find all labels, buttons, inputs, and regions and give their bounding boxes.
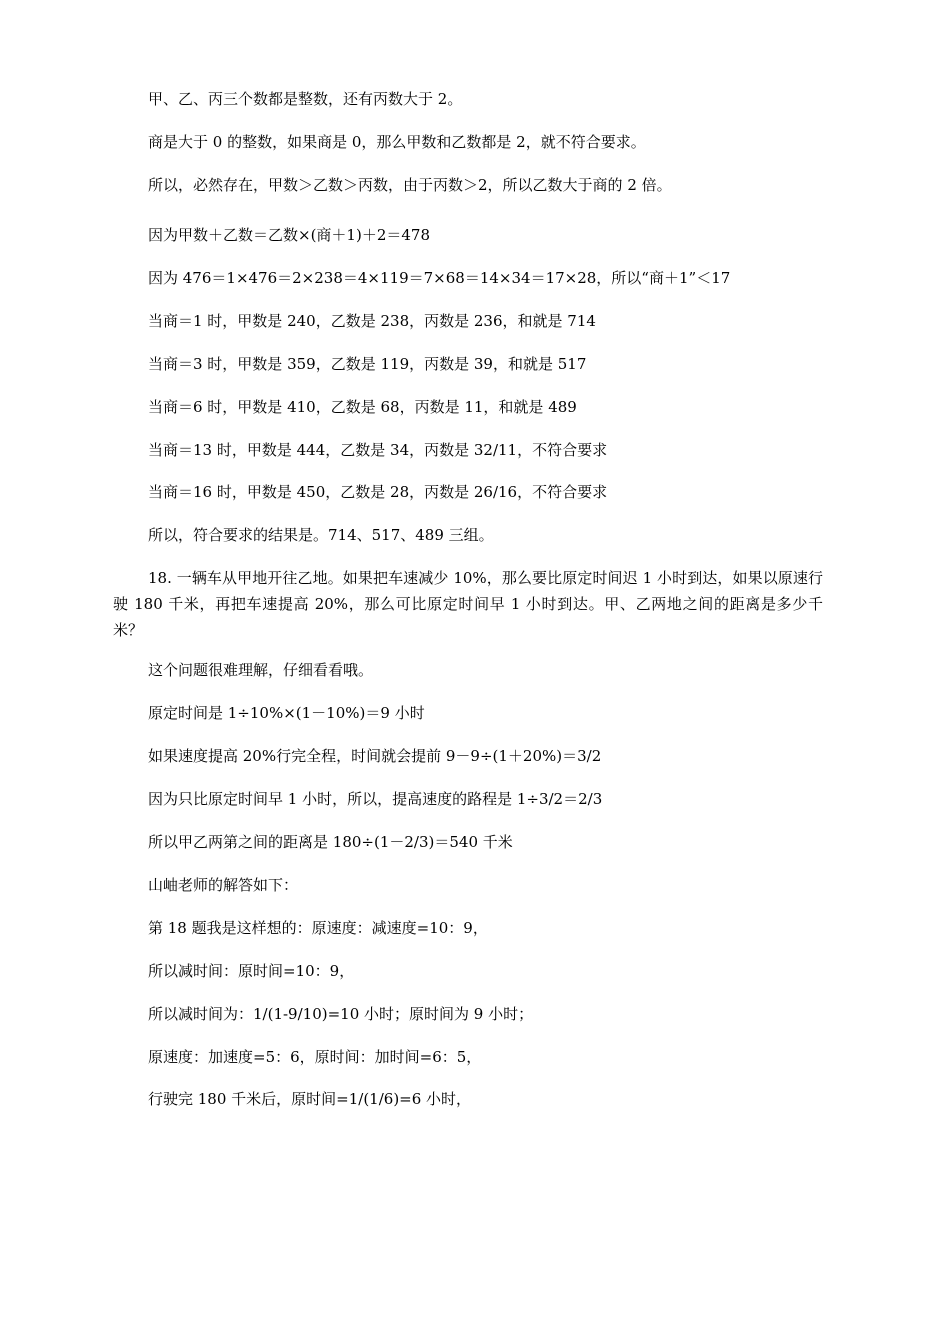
text-line: 所以，必然存在，甲数＞乙数＞丙数，由于丙数＞2，所以乙数大于商的 2 倍。 xyxy=(148,176,672,194)
text-line: 所以减时间为：1/(1-9/10)=10 小时；原时间为 9 小时； xyxy=(148,1005,534,1023)
text-line: 行驶完 180 千米后，原时间=1/(1/6)=6 小时， xyxy=(148,1090,472,1108)
text-line: 当商＝6 时，甲数是 410，乙数是 68，丙数是 11，和就是 489 xyxy=(148,398,577,416)
text-line: 当商＝1 时，甲数是 240，乙数是 238，丙数是 236，和就是 714 xyxy=(148,312,596,330)
text-line: 因为只比原定时间早 1 小时，所以，提高速度的路程是 1÷3/2＝2/3 xyxy=(148,790,603,808)
text-line: 因为甲数＋乙数＝乙数×(商＋1)＋2＝478 xyxy=(148,226,430,244)
text-line: 当商＝16 时，甲数是 450，乙数是 28，丙数是 26/16，不符合要求 xyxy=(148,483,608,501)
text-line: 原速度：加速度=5：6，原时间：加时间=6：5， xyxy=(148,1048,482,1066)
text-line: 所以减时间：原时间=10：9， xyxy=(148,962,355,980)
problem-18-paragraph: 18. 一辆车从甲地开往乙地。如果把车速减少 10%，那么要比原定时间迟 1 小时到达，如果以原速行驶 180 千米，再把车速提高 20%，那么可比原定时间早 1 小时到达。甲、乙两地之间的距离是多少千米？ xyxy=(113,569,823,639)
text-line: 原定时间是 1÷10%×(1－10%)＝9 小时 xyxy=(148,704,425,722)
text-line: 因为 476＝1×476＝2×238＝4×119＝7×68＝14×34＝17×28，所以“商＋1”＜17 xyxy=(148,269,731,287)
text-line: 商是大于 0 的整数，如果商是 0，那么甲数和乙数都是 2，就不符合要求。 xyxy=(148,133,646,151)
text-line: 所以甲乙两第之间的距离是 180÷(1－2/3)＝540 千米 xyxy=(148,833,513,851)
text-line: 当商＝3 时，甲数是 359，乙数是 119，丙数是 39，和就是 517 xyxy=(148,355,587,373)
text-line: 当商＝13 时，甲数是 444，乙数是 34，丙数是 32/11，不符合要求 xyxy=(148,441,608,459)
text-line: 如果速度提高 20%行完全程，时间就会提前 9－9÷(1＋20%)＝3/2 xyxy=(148,747,602,765)
text-line: 甲、乙、丙三个数都是整数，还有丙数大于 2。 xyxy=(148,90,463,108)
text-line: 第 18 题我是这样想的：原速度：减速度=10：9， xyxy=(148,919,488,937)
text-line: 山岫老师的解答如下： xyxy=(148,876,299,894)
text-line: 这个问题很难理解，仔细看看哦。 xyxy=(148,661,374,679)
text-line: 所以，符合要求的结果是。714、517、489 三组。 xyxy=(148,526,494,544)
